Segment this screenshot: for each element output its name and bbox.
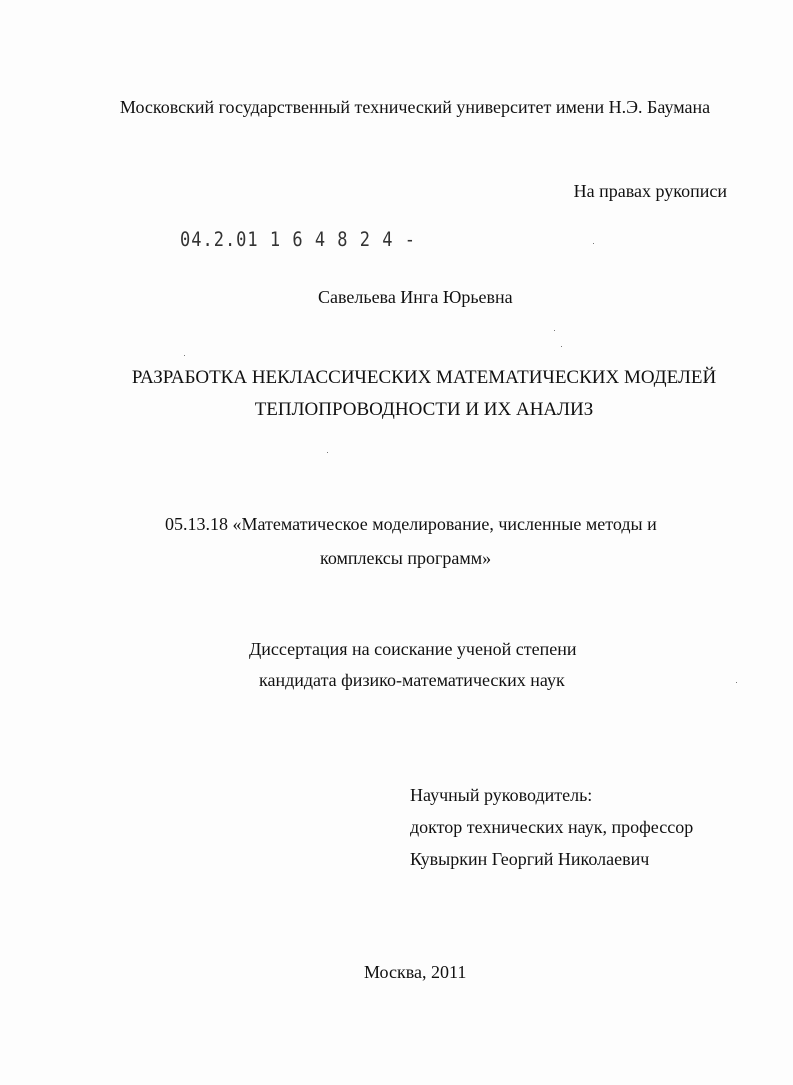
rights-notice: На правах рукописи xyxy=(573,181,727,201)
supervisor-label: Научный руководитель: xyxy=(410,785,593,805)
dissertation-title-line-2: ТЕПЛОПРОВОДНОСТИ И ИХ АНАЛИЗ xyxy=(254,399,594,420)
scan-speck xyxy=(327,452,328,453)
specialty-line-1: 05.13.18 «Математическое моделирование, численные методы и xyxy=(165,514,657,534)
dissertation-title-line-1: РАЗРАБОТКА НЕКЛАССИЧЕСКИХ МАТЕМАТИЧЕСКИХ МОДЕЛЕЙ xyxy=(131,367,717,388)
specialty-line-2: комплексы программ» xyxy=(320,548,492,568)
author-name: Савельева Инга Юрьевна xyxy=(318,287,513,307)
university-name: Московский государственный технический университет имени Н.Э. Баумана xyxy=(119,97,711,117)
scan-speck xyxy=(554,330,555,331)
degree-statement-line-2: кандидата физико-математических наук xyxy=(259,670,565,690)
registration-stamp: 04.2.01 1 6 4 8 2 4 - xyxy=(180,228,416,252)
city-year: Москва, 2011 xyxy=(364,962,467,982)
scan-speck xyxy=(736,682,737,683)
supervisor-degree: доктор технических наук, профессор xyxy=(410,817,694,837)
scan-speck xyxy=(184,355,185,356)
supervisor-name: Кувыркин Георгий Николаевич xyxy=(410,849,650,869)
degree-statement-line-1: Диссертация на соискание ученой степени xyxy=(249,639,577,659)
scan-speck xyxy=(561,346,562,347)
scan-speck xyxy=(593,243,594,244)
